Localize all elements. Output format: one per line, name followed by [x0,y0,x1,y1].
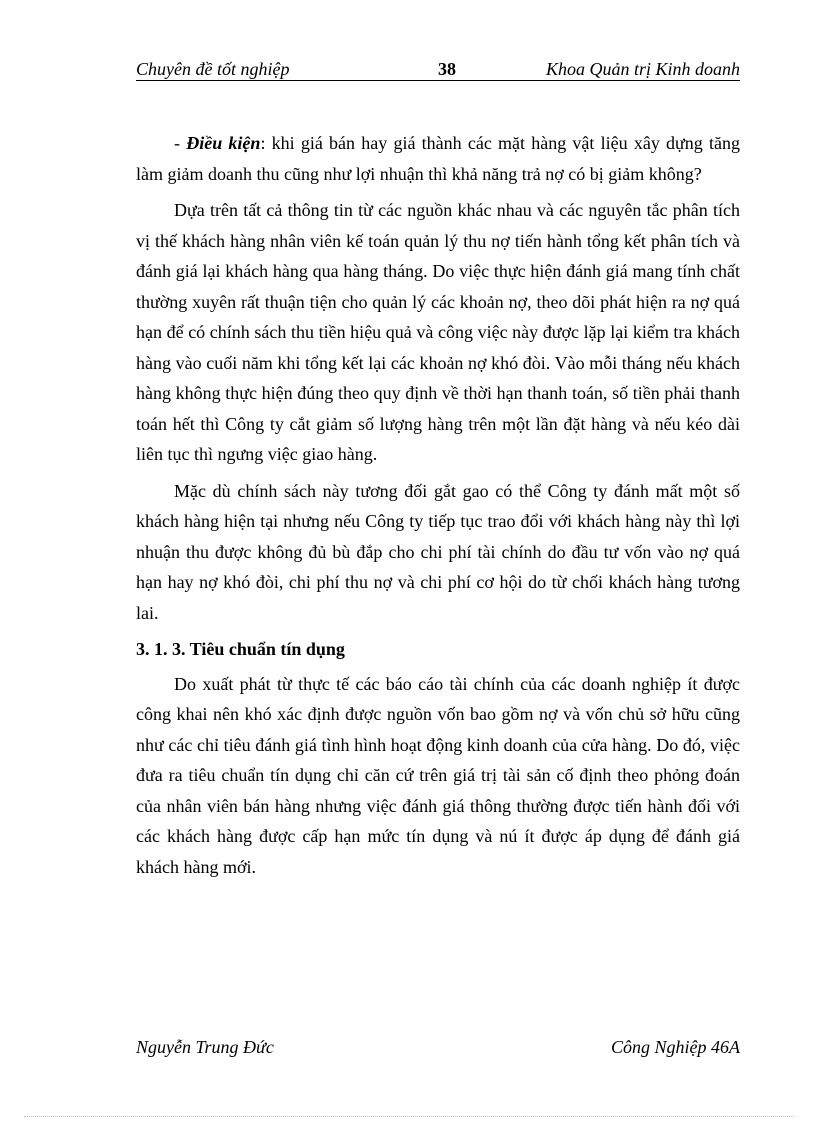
section-heading: 3. 1. 3. Tiêu chuẩn tín dụng [136,639,345,659]
paragraph-dieu-kien [136,128,740,189]
document-body [136,128,740,888]
page-edge-divider [24,1116,794,1117]
paragraph-lead-dash: - [174,133,187,153]
header-faculty: Khoa Quản trị Kinh doanh [545,59,740,79]
paragraph-policy: Mặc dù chính sách này tương đối gắt gao có thể Công ty đánh mất một số khách hàng hiện tại nhưng nếu Công ty tiếp tục trao đổi với khách hàng này thì lợi nhuận thu được không đủ bù đắp cho chi phí tài chính do đầu tư vốn vào nợ quá hạn hay nợ khó đòi, chi phí thu nợ và chi phí cơ hội do từ chối khách hàng tương lai. [136,480,740,623]
page-header [136,58,740,81]
header-document-type: Chuyên đề tốt nghiệp [136,59,290,79]
paragraph-text: : khi giá bán hay giá thành các mặt hàng vật liệu xây dựng tăng làm giảm doanh thu cũng như lợi nhuận thì khả năng trả nợ có bị giảm không? [136,133,740,184]
paragraph-analysis: Dựa trên tất cả thông tin từ các nguồn khác nhau và các nguyên tắc phân tích vị thế khách hàng nhân viên kế toán quản lý thu nợ tiến hành tổng kết phân tích và đánh giá lại khách hàng qua hàng tháng. Do việc thực hiện đánh giá mang tính chất thường xuyên rất thuận tiện cho quản lý các khoản nợ, theo dõi phát hiện ra nợ quá hạn để có chính sách thu tiền hiệu quả và công việc này được lặp lại kiểm tra khách hàng vào cuối năm khi tổng kết lại các khoản nợ khó đòi. Vào mỗi tháng nếu khách hàng không thực hiện đúng theo quy định về thời hạn thanh toán, số tiền phải thanh toán hết thì Công ty cắt giảm số lượng hàng trên một lần đặt hàng và nếu kéo dài liên tục thì ngưng việc giao hàng. [136,200,740,464]
bold-term: Điều kiện [186,133,261,153]
footer-author: Nguyễn Trung Đức [136,1037,274,1057]
page-number: 38 [438,59,456,79]
paragraph-credit-standards: Do xuất phát từ thực tế các báo cáo tài chính của các doanh nghiệp ít được công khai nên khó xác định được nguồn vốn bao gồm nợ và vốn chủ sở hữu cũng như các chỉ tiêu đánh giá tình hình hoạt động kinh doanh của cửa hàng. Do đó, việc đưa ra tiêu chuẩn tín dụng chỉ căn cứ trên giá trị tài sản cố định theo phỏng đoán của nhân viên bán hàng nhưng việc đánh giá thông thường được tiến hành đối với các khách hàng được cấp hạn mức tín dụng và nú ít được áp dụng để đánh giá khách hàng mới. [136,673,740,877]
footer-class: Công Nghiệp 46A [611,1037,740,1057]
